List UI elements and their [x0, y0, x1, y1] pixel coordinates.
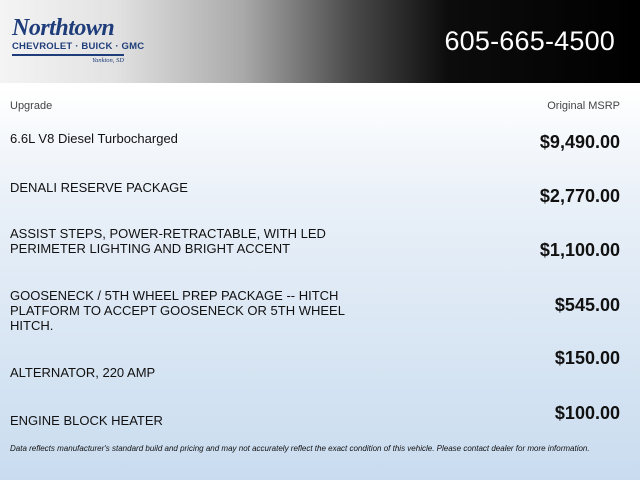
dealer-logo-rule	[12, 54, 124, 56]
column-header-upgrade: Upgrade	[10, 100, 53, 112]
column-header-msrp: Original MSRP	[547, 100, 620, 112]
dealer-phone[interactable]: 605-665-4500	[444, 26, 615, 56]
dealer-logo-brands: CHEVROLET · BUICK · GMC	[12, 41, 145, 52]
dealer-logo	[12, 15, 145, 64]
upgrade-price: $9,490.00	[539, 132, 620, 152]
dealer-logo-city: Yankton, SD	[92, 57, 124, 64]
upgrade-name: GOOSENECK / 5TH WHEEL PREP PACKAGE -- HITCH PLATFORM TO ACCEPT GOOSENECK OR 5TH WHEEL HITCH.	[10, 288, 345, 333]
upgrade-name: ASSIST STEPS, POWER-RETRACTABLE, WITH LED PERIMETER LIGHTING AND BRIGHT ACCENT	[10, 226, 326, 256]
upgrade-name: 6.6L V8 Diesel Turbocharged	[10, 131, 178, 146]
upgrade-price: $2,770.00	[539, 186, 620, 206]
upgrade-price: $150.00	[554, 348, 620, 368]
upgrade-price: $100.00	[554, 403, 620, 423]
upgrade-name: DENALI RESERVE PACKAGE	[10, 180, 188, 195]
pricing-disclaimer: Data reflects manufacturer's standard build and pricing and may not accurately reflect the exact condition of this vehicle. Please contact dealer for more information.	[10, 444, 590, 453]
dealer-logo-name: Northtown	[12, 15, 115, 41]
upgrade-price: $1,100.00	[539, 240, 620, 260]
upgrade-price: $545.00	[554, 295, 620, 315]
upgrade-name: ALTERNATOR, 220 AMP	[10, 365, 156, 380]
header-banner	[0, 0, 640, 83]
upgrade-name: ENGINE BLOCK HEATER	[10, 413, 163, 428]
